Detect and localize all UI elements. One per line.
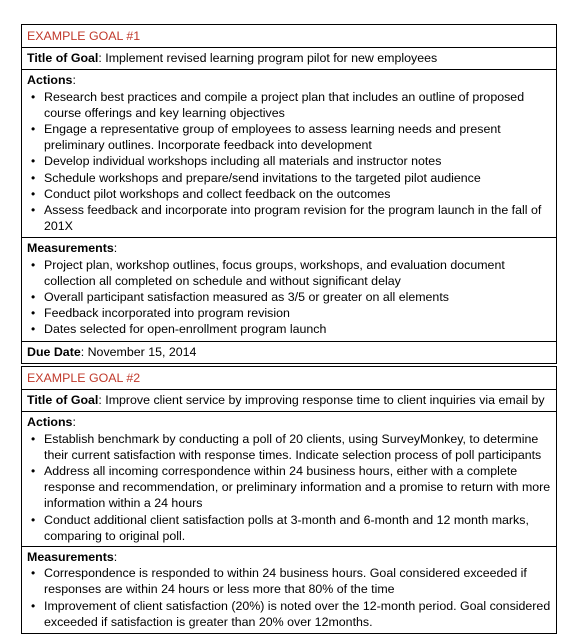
actions-section: Actions: • Establish benchmark by conducting a poll of 20 clients, using SurveyMonkey, to determine their current satisfaction with response times. Indicate selection process of poll participants • Address all incoming correspondence within 24 business hours, either with a complete response and recommendation, or preliminary information and a promise to return with more information within a 24 hours • Conduct additional client satisfaction polls at 3-month and 6-month and 12 month marks, comparing to original poll.: [22, 411, 556, 546]
bullet-icon: •: [31, 257, 36, 272]
measurements-label: Measurements: [27, 550, 114, 565]
bullet-icon: •: [31, 306, 36, 321]
goal-header: EXAMPLE GOAL #2: [27, 371, 141, 385]
actions-list: [27, 89, 551, 235]
goal-header: EXAMPLE GOAL #1: [27, 29, 141, 43]
goal-table-1: [21, 24, 557, 364]
list-item: • Conduct pilot workshops and collect feedback on the outcomes: [31, 186, 391, 201]
bullet-icon: •: [31, 598, 36, 613]
list-item: • Dates selected for open-enrollment program launch: [31, 322, 327, 337]
actions-list: [27, 431, 551, 544]
measurements-section: Measurements: • Project plan, workshop outlines, focus groups, workshops, and evaluation document collection all completed on schedule and without significant delay • Overall participant satisfaction measured as 3/5 or greater on all elements • Feedback incorporated into program revision • Dates selected for open-enrollment program launch: [22, 237, 556, 340]
bullet-icon: •: [31, 290, 36, 305]
list-item: • Engage a representative group of employees to assess learning needs and present preliminary outlines. Incorporate feedback into development: [31, 122, 501, 153]
actions-label: Actions: [27, 73, 73, 88]
goal-title-row: [22, 47, 556, 69]
list-item: • Correspondence is responded to within 24 business hours. Goal considered exceeded if responses are within 24 hours or less more that 80% of the time: [31, 566, 527, 597]
bullet-icon: •: [31, 203, 36, 218]
measurements-list: [27, 257, 551, 338]
list-item: • Schedule workshops and prepare/send invitations to the targeted pilot audience: [31, 170, 481, 185]
list-item: • Project plan, workshop outlines, focus groups, workshops, and evaluation document collection all completed on schedule and without significant delay: [31, 257, 505, 288]
bullet-icon: •: [31, 512, 36, 527]
due-text: : November 15, 2014: [80, 344, 197, 359]
title-text: : Implement revised learning program pilot for new employees: [98, 51, 438, 66]
goal-table-2: [21, 366, 557, 634]
title-text: : Improve client service by improving response time to client inquiries via email by: [98, 393, 545, 408]
list-item: • Establish benchmark by conducting a poll of 20 clients, using SurveyMonkey, to determine their current satisfaction with response times. Indicate selection process of poll participants: [31, 431, 542, 462]
measurements-section: Measurements: • Correspondence is responded to within 24 business hours. Goal considered exceeded if responses are within 24 hours or less more that 80% of the time • Improvement of client satisfaction (20%) is noted over the 12-month period. Goal considered exceeded if satisfaction is greater than 20% over 12months.: [22, 546, 556, 633]
due-date-row: [22, 341, 556, 363]
list-item: • Address all incoming correspondence within 24 business hours, either with a complete response and recommendation, or preliminary information and a promise to return with more information within a 24 hours: [31, 464, 551, 511]
actions-label: Actions: [27, 415, 73, 430]
title-label: Title of Goal: [27, 51, 99, 66]
list-item: • Develop individual workshops including all materials and instructor notes: [31, 154, 442, 169]
due-label: Due Date: [27, 344, 81, 359]
goal-title-row: [22, 389, 556, 411]
bullet-icon: •: [31, 186, 36, 201]
measurements-list: [27, 565, 551, 630]
list-item: • Overall participant satisfaction measured as 3/5 or greater on all elements: [31, 290, 449, 305]
bullet-icon: •: [31, 170, 36, 185]
bullet-icon: •: [31, 122, 36, 137]
list-item: • Research best practices and compile a project plan that includes an outline of proposed course offerings and key learning objectives: [31, 89, 525, 120]
bullet-icon: •: [31, 89, 36, 104]
bullet-icon: •: [31, 322, 36, 337]
actions-section: Actions: • Research best practices and compile a project plan that includes an outline of proposed course offerings and key learning objectives • Engage a representative group of employees to assess learning needs and present preliminary outlines. Incorporate feedback into development • Develop individual workshops including all materials and instructor notes • Schedule workshops and prepare/send invitations to the targeted pilot audience • Conduct pilot workshops and collect feedback on the outcomes • Assess feedback and incorporate into program revision for the program launch in the fall of 201X: [22, 69, 556, 237]
bullet-icon: •: [31, 154, 36, 169]
list-item: • Assess feedback and incorporate into program revision for the program launch in the fall of 201X: [31, 203, 542, 234]
bullet-icon: •: [31, 566, 36, 581]
list-item: • Conduct additional client satisfaction polls at 3-month and 6-month and 12 month marks, comparing to original poll.: [31, 512, 529, 543]
bullet-icon: •: [31, 431, 36, 446]
list-item: • Feedback incorporated into program revision: [31, 306, 290, 321]
bullet-icon: •: [31, 464, 36, 479]
title-label: Title of Goal: [27, 393, 99, 408]
measurements-label: Measurements: [27, 241, 114, 256]
list-item: • Improvement of client satisfaction (20%) is noted over the 12-month period. Goal considered exceeded if satisfaction is greater than 20% over 12months.: [31, 598, 551, 629]
